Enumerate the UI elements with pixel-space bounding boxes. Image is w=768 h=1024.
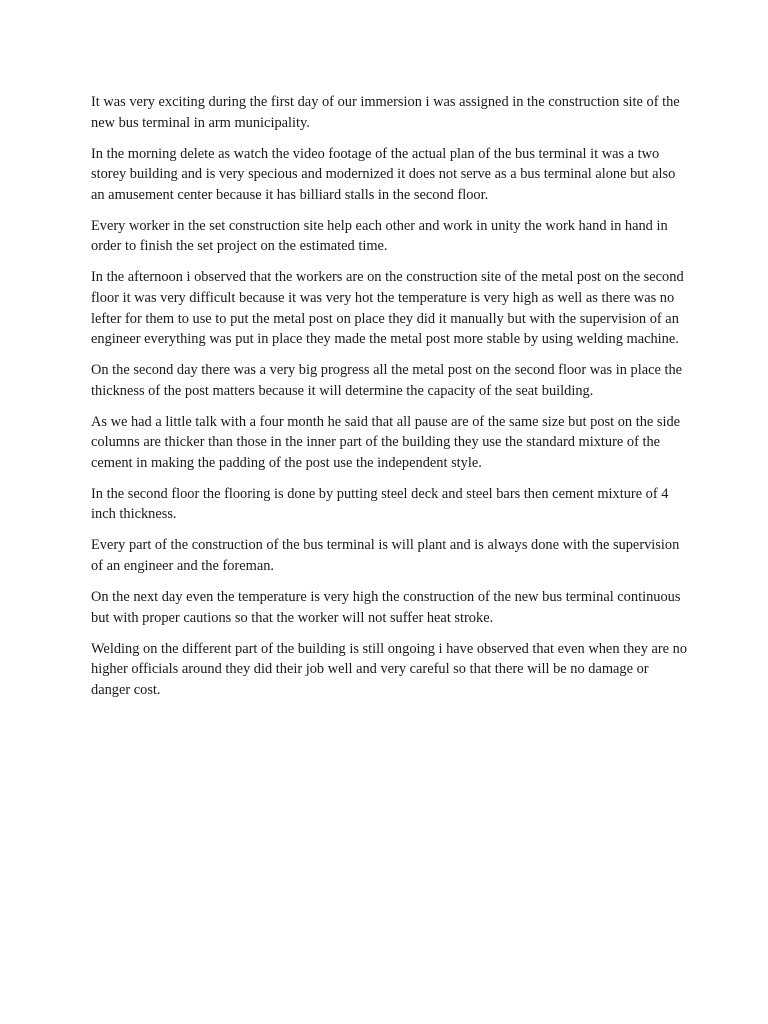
paragraph-2: In the morning delete as watch the video footage of the actual plan of the bus terminal it was a two storey building and is very specious and modernized it does not serve as a bus terminal alone but also an amusement center because it has billiard stalls in the second floor.	[91, 145, 676, 203]
paragraph-4: In the afternoon i observed that the workers are on the construction site of the metal post on the second floor it was very difficult because it was very hot the temperature is very high as well as there was no lefter for them to use to put the metal post on place they did it manually but with the supervision of an engineer everything was put in place they made the metal post more stable by using welding machine.	[91, 269, 684, 348]
paragraph-8: Every part of the construction of the bus terminal is will plant and is always done with the supervision of an engineer and the foreman.	[91, 537, 680, 575]
paragraph-3: Every worker in the set construction site help each other and work in unity the work hand in hand in order to finish the set project on the estimated time.	[91, 217, 668, 255]
paragraph-9: On the next day even the temperature is very high the construction of the new bus terminal continuous but with proper cautions so that the worker will not suffer heat stroke.	[91, 589, 681, 626]
paragraph-1: It was very exciting during the first day of our immersion i was assigned in the construction site of the new bus terminal in arm municipality.	[91, 94, 680, 131]
paragraph-10: Welding on the different part of the building is still ongoing i have observed that even when they are no higher officials around they did their job well and very careful so that there will be no damage or danger cost.	[91, 640, 688, 698]
paragraph-5: On the second day there was a very big progress all the metal post on the second floor was in place the thickness of the post matters because it will determine the capacity of the seat building.	[91, 362, 683, 399]
document-body	[91, 92, 691, 711]
paragraph-7: In the second floor the flooring is done by putting steel deck and steel bars then cement mixture of 4 inch thickness.	[91, 485, 669, 523]
paragraph-6: As we had a little talk with a four month he said that all pause are of the same size but post on the side columns are thicker than those in the inner part of the building they use the standard mixture of the cement in making the padding of the post use the independent style.	[91, 413, 681, 471]
